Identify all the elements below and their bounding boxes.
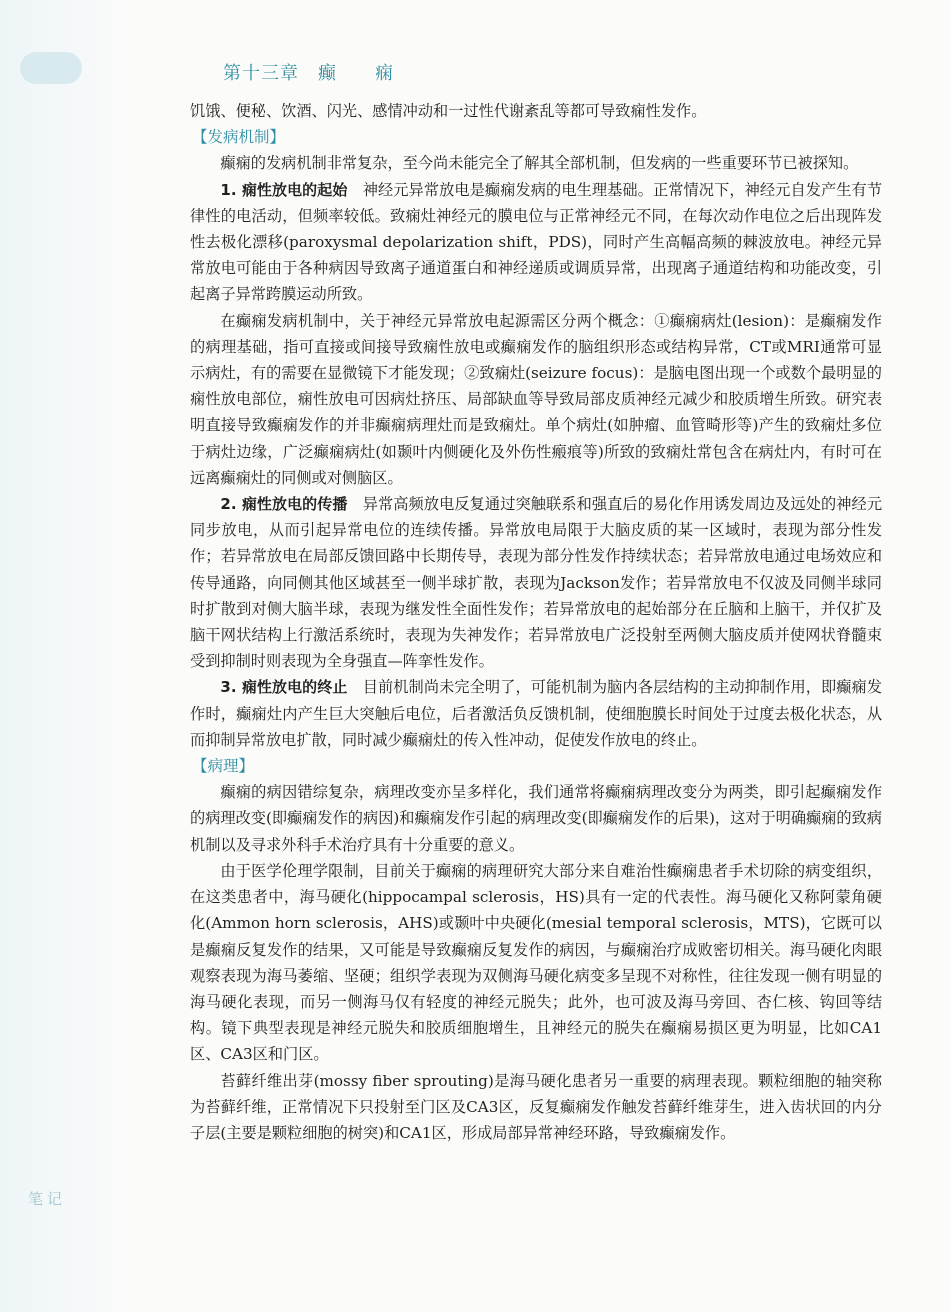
paragraph: 饥饿、便秘、饮酒、闪光、感情冲动和一过性代谢紊乱等都可导致痫性发作。 [190, 102, 707, 120]
paragraph [190, 674, 882, 753]
subsection-title: 1. 痫性放电的起始 [220, 180, 348, 199]
paragraph [190, 491, 882, 674]
paragraph-body: 目前机制尚未完全明了，可能机制为脑内各层结构的主动抑制作用，即癫痫发作时，癫痫灶内产生巨大突触后电位，后者激活负反馈机制，使细胞膜长时间处于过度去极化状态，从而抑制异常放电扩散，同时减少癫痫灶的传入性冲动，促使发作放电的终止。 [190, 678, 883, 749]
paragraph: 苔藓纤维出芽(mossy fiber sprouting)是海马硬化患者另一重要的病理表现。颗粒细胞的轴突称为苔藓纤维，正常情况下只投射至门区及CA3区，反复癫痫发作触发苔藓纤维芽生，进入齿状回的内分子层(主要是颗粒细胞的树突)和CA1区，形成局部异常神经环路，导致癫痫发作。 [190, 1071, 882, 1142]
notes-label: 笔记 [28, 1190, 67, 1208]
section-heading: 【发病机制】 [192, 128, 286, 147]
page-content [190, 98, 882, 1146]
paragraph: 癫痫的发病机制非常复杂，至今尚未能完全了解其全部机制，但发病的一些重要环节已被探知。 [220, 154, 859, 173]
paragraph: 在癫痫发病机制中，关于神经元异常放电起源需区分两个概念：①癫痫病灶(lesion)：是癫痫发作的病理基础，指可直接或间接导致痫性放电或癫痫发作的脑组织形态或结构异常，CT或MRI通常可显示病灶，有的需要在显微镜下才能发现；②致痫灶(seizure focus)：是脑电图出现一个或数个最明显的痫性放电部位，痫性放电可因病灶挤压、局部缺血等导致局部皮质神经元减少和胶质增生所致。研究表明直接导致癫痫发作的并非癫痫病理灶而是致痫灶。单个病灶(如肿瘤、血管畸形等)产生的致痫灶多位于病灶边缘，广泛癫痫病灶(如颞叶内侧硬化及外伤性瘢痕等)所致的致痫灶常包含在病灶内，有时可在远离癫痫灶的同侧或对侧脑区。 [190, 311, 882, 487]
decorative-blob [20, 52, 82, 84]
paragraph: 由于医学伦理学限制，目前关于癫痫的病理研究大部分来自难治性癫痫患者手术切除的病变组织，在这类患者中，海马硬化(hippocampal sclerosis，HS)具有一定的代表性。海马硬化又称阿蒙角硬化(Ammon horn sclerosis，AHS)或颞叶中央硬化(mesial temporal sclerosis，MTS)，它既可以是癫痫反复发作的结果，又可能是导致癫痫反复发作的病因，与癫痫治疗成败密切相关。海马硬化肉眼观察表现为海马萎缩、坚硬；组织学表现为双侧海马硬化病变多呈现不对称性，往往发现一侧有明显的海马硬化表现，而另一侧海马仅有轻度的神经元脱失；此外，也可波及海马旁回、杏仁核、钩回等结构。镜下典型表现是神经元脱失和胶质细胞增生，且神经元的脱失在癫痫易损区更为明显，比如CA1区、CA3区和门区。 [190, 861, 882, 1064]
paragraph: 癫痫的病因错综复杂，病理改变亦呈多样化，我们通常将癫痫病理改变分为两类，即引起癫痫发作的病理改变(即癫痫发作的病因)和癫痫发作引起的病理改变(即癫痫发作的后果)，这对于明确癫痫的致病机制以及寻求外科手术治疗具有十分重要的意义。 [190, 783, 882, 854]
margin-sidebar [0, 0, 140, 1312]
section-heading: 【病理】 [192, 757, 255, 776]
paragraph-body: 异常高频放电反复通过突触联系和强直后的易化作用诱发周边及远处的神经元同步放电，从而引起异常电位的连续传播。异常放电局限于大脑皮质的某一区域时，表现为部分性发作；若异常放电在局部反馈回路中长期传导，表现为部分性发作持续状态；若异常放电通过电场效应和传导通路，向同侧其他区域甚至一侧半球扩散，表现为Jackson发作；若异常放电不仅波及同侧半球同时扩散到对侧大脑半球，表现为继发性全面性发作；若异常放电的起始部分在丘脑和上脑干，并仅扩及脑干网状结构上行激活系统时，表现为失神发作；若异常放电广泛投射至两侧大脑皮质并使网状脊髓束受到抑制时则表现为全身强直—阵挛性发作。 [190, 495, 883, 671]
paragraph-body: 神经元异常放电是癫痫发病的电生理基础。正常情况下，神经元自发产生有节律性的电活动，但频率较低。致痫灶神经元的膜电位与正常神经元不同，在每次动作电位之后出现阵发性去极化漂移(paroxysmal depolarization shift，PDS)，同时产生高幅高频的棘波放电。神经元异常放电可能由于各种病因导致离子通道蛋白和神经递质或调质异常，出现离子通道结构和功能改变，引起离子异常跨膜运动所致。 [190, 180, 883, 304]
chapter-header: 第十三章 癫 痫 [223, 63, 394, 84]
subsection-title: 3. 痫性放电的终止 [220, 678, 348, 697]
subsection-title: 2. 痫性放电的传播 [220, 495, 348, 514]
paragraph [190, 177, 882, 308]
